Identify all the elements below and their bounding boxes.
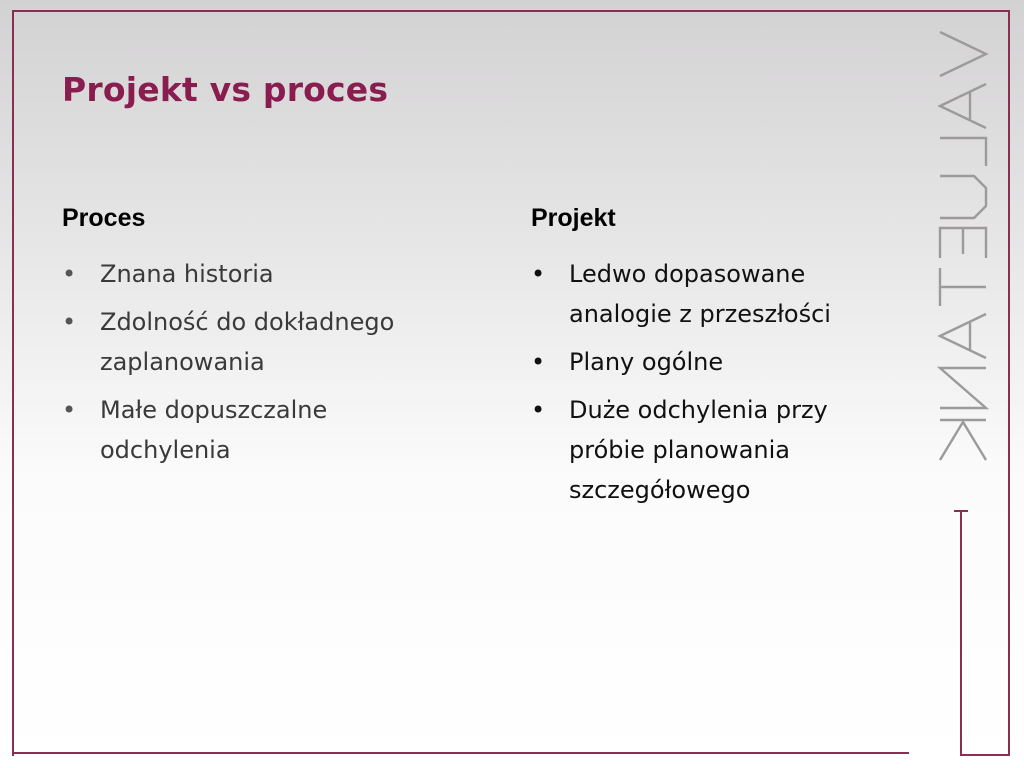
valuetank-logo <box>936 28 992 488</box>
bullet-text: Zdolność do dokładnego zaplanowania <box>100 308 395 376</box>
frame-right-line <box>1008 10 1010 756</box>
bullet-text: Małe dopuszczalne odchylenia <box>100 396 328 464</box>
left-column-heading: Proces <box>62 204 146 232</box>
bullet-icon: • <box>531 260 546 288</box>
frame-inner-tick <box>954 510 968 512</box>
right-column <box>531 200 901 518</box>
bullet-icon: • <box>62 260 77 288</box>
slide-title: Projekt vs proces <box>62 70 389 109</box>
list-item <box>531 254 909 334</box>
list-item <box>62 390 400 470</box>
frame-inner-bottom-line <box>960 754 1010 756</box>
bullet-icon: • <box>531 348 546 376</box>
bullet-text: Ledwo dopasowane analogie z przeszłości <box>569 260 831 328</box>
list-item <box>531 390 889 510</box>
bullet-text: Duże odchylenia przy próbie planowania szczegółowego <box>569 396 828 504</box>
frame-left-line <box>12 10 14 756</box>
right-column-heading: Projekt <box>531 204 616 232</box>
frame-bottom-line <box>12 752 909 754</box>
bullet-icon: • <box>62 308 77 336</box>
bullet-text: Znana historia <box>100 260 274 288</box>
list-item <box>62 254 460 294</box>
frame-inner-vertical-line <box>960 510 962 756</box>
bullet-icon: • <box>62 396 77 424</box>
frame-top-line <box>12 10 1010 12</box>
list-item <box>531 342 909 382</box>
right-bullet-list <box>531 254 901 510</box>
left-bullet-list <box>62 254 462 470</box>
left-column <box>62 200 462 478</box>
bullet-icon: • <box>531 396 546 424</box>
list-item <box>62 302 460 382</box>
bullet-text: Plany ogólne <box>569 348 724 376</box>
